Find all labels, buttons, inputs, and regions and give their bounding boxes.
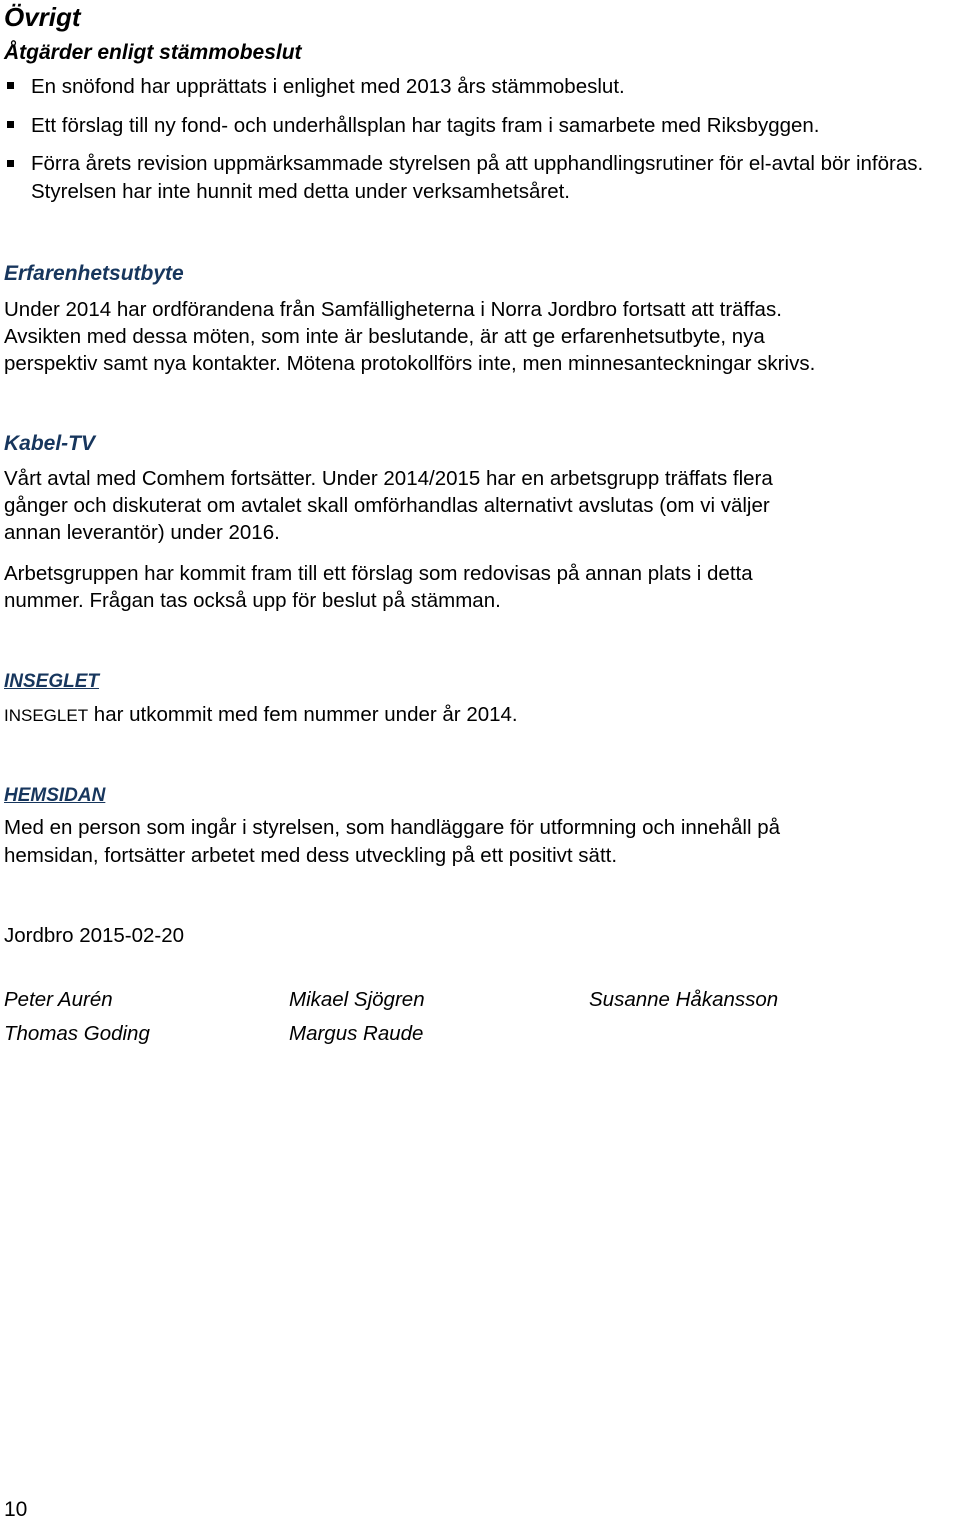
page-heading: Övrigt [4, 2, 81, 32]
section-title-erfarenhetsutbyte: Erfarenhetsutbyte [4, 262, 184, 285]
square-bullet-icon [7, 160, 14, 167]
paragraph-line: Avsikten med dessa möten, som inte är beslutande, är att ge erfarenhetsutbyte, nya [4, 325, 765, 348]
paragraph-line: Med en person som ingår i styrelsen, som handläggare för utformning och innehåll på [4, 816, 781, 839]
publication-name: INSEGLET [4, 706, 89, 725]
page-number: 10 [4, 1498, 28, 1521]
paragraph-line [4, 701, 518, 730]
signatory-name: Thomas Goding [4, 1022, 150, 1045]
list-item-text: Ett förslag till ny fond- och underhållsplan har tagits fram i samarbete med Riksbyggen. [31, 114, 820, 137]
section-title-hemsidan: HEMSIDAN [4, 785, 106, 806]
paragraph-text: har utkommit med fem nummer under år 2014. [88, 703, 518, 726]
paragraph-line: nummer. Frågan tas också upp för beslut på stämman. [4, 589, 501, 612]
atgarder-bullet-list [0, 72, 960, 216]
signatory-name: Margus Raude [289, 1022, 424, 1045]
signatory-name: Susanne Håkansson [589, 988, 779, 1011]
section-title-inseglet: INSEGLET [4, 671, 100, 692]
paragraph-line: Arbetsgruppen har kommit fram till ett förslag som redovisas på annan plats i detta [4, 562, 753, 585]
section-title-kabel-tv: Kabel-TV [4, 432, 96, 455]
signatory-name: Mikael Sjögren [289, 988, 425, 1011]
square-bullet-icon [7, 82, 14, 89]
paragraph-line: Vårt avtal med Comhem fortsätter. Under 2014/2015 har en arbetsgrupp träffats flera [4, 467, 773, 490]
list-item [0, 150, 956, 206]
paragraph-line: gånger och diskuterat om avtalet skall omförhandlas alternativt avslutas (om vi väljer [4, 494, 770, 517]
paragraph-line: Under 2014 har ordförandena från Samfälligheterna i Norra Jordbro fortsatt att träffas. [4, 298, 782, 321]
list-item-text: En snöfond har upprättats i enlighet med 2013 års stämmobeslut. [31, 75, 625, 98]
paragraph-line: perspektiv samt nya kontakter. Mötena protokollförs inte, men minnesanteckningar skrivs. [4, 352, 816, 375]
list-item-text: Förra årets revision uppmärksammade styrelsen på att upphandlingsrutiner för el-avtal bör införas. Styrelsen har inte hunnit med detta under verksamhetsåret. [31, 152, 924, 203]
square-bullet-icon [7, 121, 14, 128]
list-item [0, 72, 956, 101]
paragraph-line: hemsidan, fortsätter arbetet med dess utveckling på ett positivt sätt. [4, 844, 618, 867]
section-title-atgarder: Åtgärder enligt stämmobeslut [4, 41, 302, 64]
place-date: Jordbro 2015-02-20 [4, 924, 185, 947]
paragraph-line: annan leverantör) under 2016. [4, 521, 280, 544]
signatory-name: Peter Aurén [4, 988, 113, 1011]
list-item [0, 111, 956, 140]
